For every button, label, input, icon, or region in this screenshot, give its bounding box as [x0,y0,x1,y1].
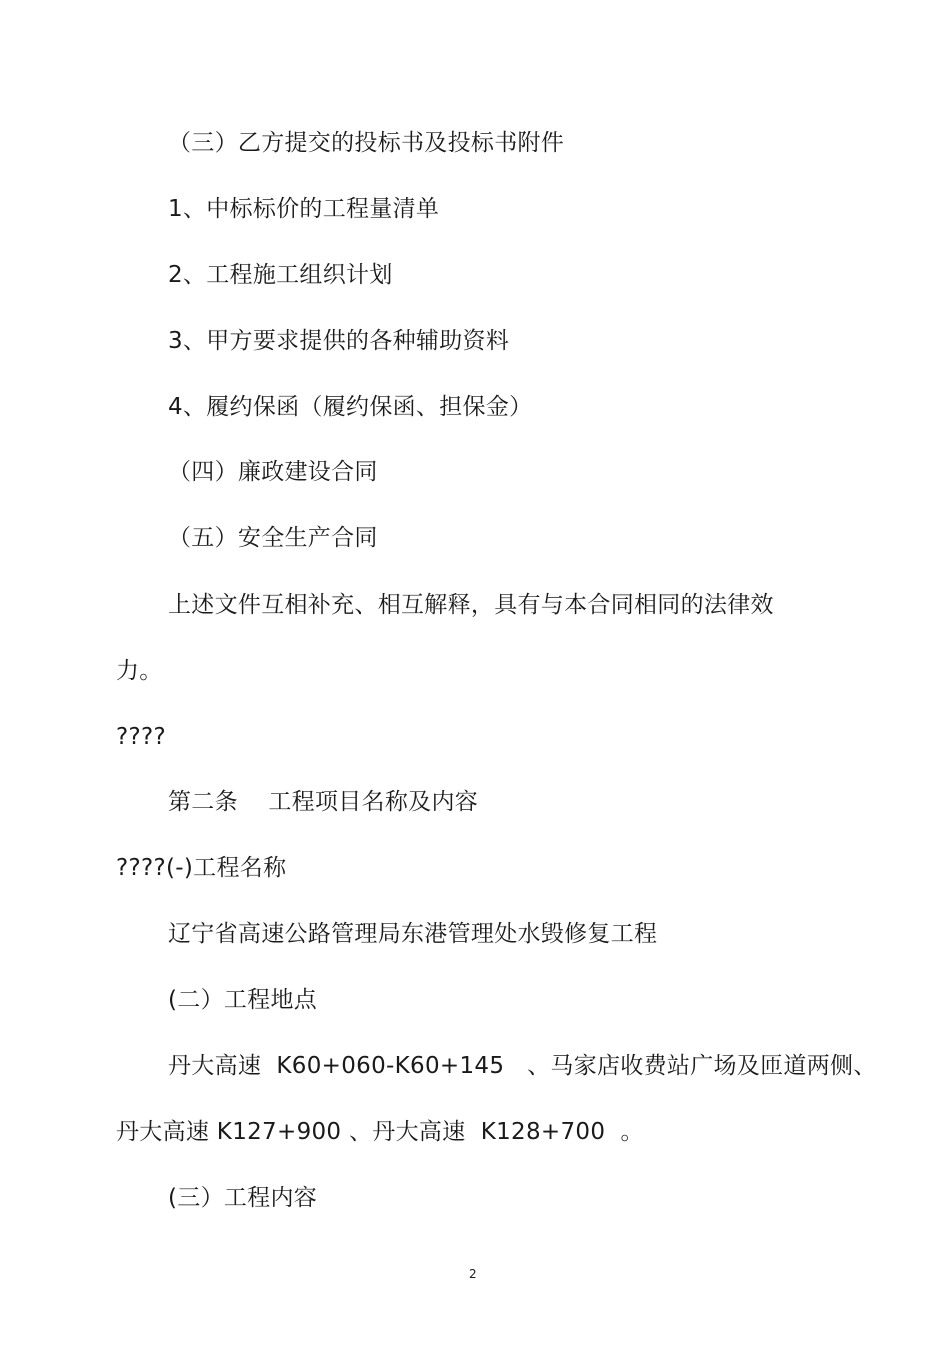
project-content-heading: (三）工程内容 [168,1185,318,1211]
list-item-1: 1、中标标价的工程量清单 [168,196,440,222]
list-item-2: 2、工程施工组织计划 [168,262,393,288]
section-4-heading: （四）廉政建设合同 [168,459,378,485]
project-location-text-continuation: 丹大高速 K127+900 、丹大高速 K128+700 。 [116,1119,644,1145]
project-name-heading: ????(-)工程名称 [116,855,287,881]
section-3-heading: （三）乙方提交的投标书及投标书附件 [168,130,565,156]
list-item-4: 4、履约保函（履约保函、担保金） [168,394,533,420]
list-item-3: 3、甲方要求提供的各种辅助资料 [168,328,510,354]
paragraph-line-continuation: 力。 [116,658,163,684]
project-name-text: 辽宁省高速公路管理局东港管理处水毁修复工程 [168,921,658,947]
section-5-heading: （五）安全生产合同 [168,525,378,551]
page-number: 2 [469,1267,477,1281]
project-location-text: 丹大高速 K60+060-K60+145 、马家店收费站广场及匝道两侧、 [168,1053,877,1079]
paragraph-line: 上述文件互相补充、相互解释，具有与本合同相同的法律效 [168,592,774,618]
placeholder-line: ???? [116,724,167,750]
article-2-heading: 第二条 工程项目名称及内容 [168,789,479,815]
project-location-heading: (二）工程地点 [168,987,318,1013]
